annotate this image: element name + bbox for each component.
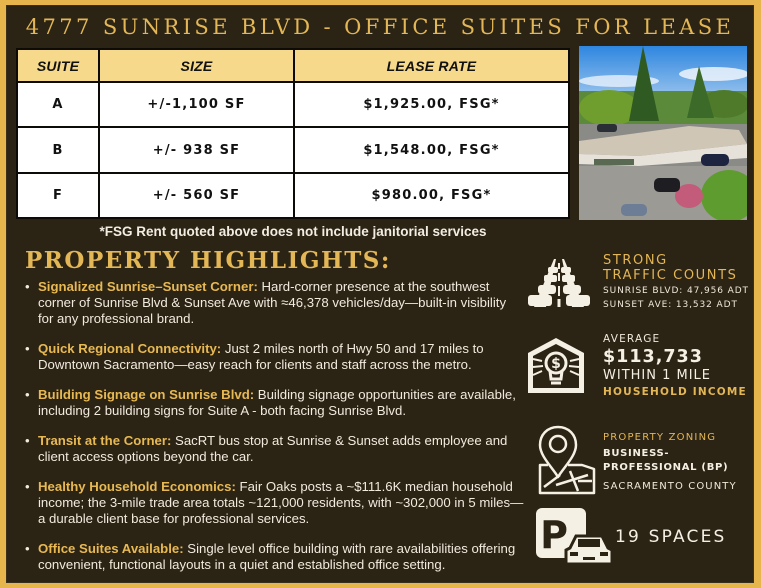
highlight-text: Hard-corner presence at the southwest corner of Sunrise Blvd & Sunset Ave with ≈46,378 vehicles/day—built-in visibility for any professional brand.: [38, 279, 507, 326]
table-row: [17, 173, 569, 218]
list-item: [24, 387, 524, 419]
income-amount: $113,733: [603, 347, 703, 367]
column-header-lease-rate: LEASE RATE: [294, 49, 569, 82]
house-lightbulb-dollar-icon: [524, 335, 588, 399]
bullet-icon: •: [25, 279, 30, 294]
highlight-lead: Healthy Household Economics:: [38, 479, 236, 494]
bullet-icon: •: [25, 433, 30, 448]
highlight-lead: Building Signage on Sunrise Blvd:: [38, 387, 255, 402]
bullet-icon: •: [25, 479, 30, 494]
traffic-sunset-adt: SUNSET AVE: 13,532 ADT: [603, 300, 738, 310]
table-row: [17, 82, 569, 127]
income-stat: [524, 333, 754, 411]
cell-size: +/- 938 SF: [99, 127, 294, 173]
cell-suite: F: [17, 173, 99, 218]
suites-table: [16, 48, 570, 219]
list-item: [24, 341, 524, 373]
column-header-size: SIZE: [99, 49, 294, 82]
cell-rate: $980.00, FSG*: [294, 173, 569, 218]
cell-rate: $1,548.00, FSG*: [294, 127, 569, 173]
zoning-stat: [524, 425, 754, 505]
traffic-sunrise-adt: SUNRISE BLVD: 47,956 ADT: [603, 286, 749, 296]
aerial-building-image: [579, 46, 747, 220]
cell-suite: A: [17, 82, 99, 127]
parking-stat: [524, 508, 754, 568]
highlight-lead: Office Suites Available:: [38, 541, 184, 556]
table-footnote: *FSG Rent quoted above does not include janitorial services: [99, 224, 487, 239]
traffic-text: [603, 253, 749, 310]
cell-rate: $1,925.00, FSG*: [294, 82, 569, 127]
bullet-icon: •: [25, 341, 30, 356]
income-radius: WITHIN 1 MILE: [603, 368, 712, 383]
table-row: [17, 127, 569, 173]
flyer: [6, 5, 754, 583]
zoning-label: PROPERTY ZONING: [603, 432, 717, 443]
highlight-lead: Signalized Sunrise–Sunset Corner:: [38, 279, 258, 294]
zoning-county: SACRAMENTO COUNTY: [603, 481, 737, 492]
list-item: [24, 433, 524, 465]
list-item: [24, 541, 524, 573]
traffic-heading-line2: TRAFFIC COUNTS: [603, 268, 738, 283]
svg-text:P: P: [540, 513, 568, 557]
highlights-list: [24, 279, 524, 587]
bullet-icon: •: [25, 387, 30, 402]
income-caption: HOUSEHOLD INCOME: [603, 386, 747, 398]
property-photo: [579, 46, 747, 220]
income-text: [603, 333, 747, 398]
traffic-cars-icon: [524, 259, 594, 311]
list-item: [24, 279, 524, 327]
income-label: AVERAGE: [603, 333, 661, 345]
zoning-text: [603, 425, 753, 492]
list-item: [24, 479, 524, 527]
highlight-text: Fair Oaks posts a ~$111.6K median household income; the 3-mile trade area totals ~121,000 residents, with ~302,000 in 5 miles—a durable client base for professional services.: [38, 479, 524, 526]
highlight-lead: Quick Regional Connectivity:: [38, 341, 222, 356]
parking-car-icon: [536, 508, 616, 572]
highlight-text: Building signage opportunities are available, including 2 building signs for Suite A - both facing Sunrise Blvd.: [38, 387, 516, 418]
traffic-stat: [524, 253, 754, 323]
highlight-text: Just 2 miles north of Hwy 50 and 17 miles to Downtown Sacramento—easy reach for clients and staff across the metro.: [38, 341, 484, 372]
bullet-icon: •: [25, 541, 30, 556]
map-pin-icon: [538, 425, 596, 499]
parking-spaces: 19 SPACES: [615, 527, 727, 547]
column-header-suite: SUITE: [17, 49, 99, 82]
highlight-lead: Transit at the Corner:: [38, 433, 172, 448]
page-title: 4777 SUNRISE BLVD - OFFICE SUITES FOR LEASE: [25, 15, 735, 39]
traffic-heading-line1: STRONG: [603, 253, 668, 268]
cell-size: +/-1,100 SF: [99, 82, 294, 127]
cell-suite: B: [17, 127, 99, 173]
table-header-row: [17, 49, 569, 82]
zoning-type: BUSINESS-PROFESSIONAL (BP): [603, 448, 729, 473]
highlight-text: SacRT bus stop at Sunrise & Sunset adds employee and client access options beyond the car.: [38, 433, 508, 464]
highlights-title: PROPERTY HIGHLIGHTS:: [25, 247, 391, 274]
highlight-text: Single level office building with rare availabilities offering convenient, functional layouts in a quiet and established office setting.: [38, 541, 516, 572]
svg-text:$: $: [551, 356, 561, 372]
cell-size: +/- 560 SF: [99, 173, 294, 218]
